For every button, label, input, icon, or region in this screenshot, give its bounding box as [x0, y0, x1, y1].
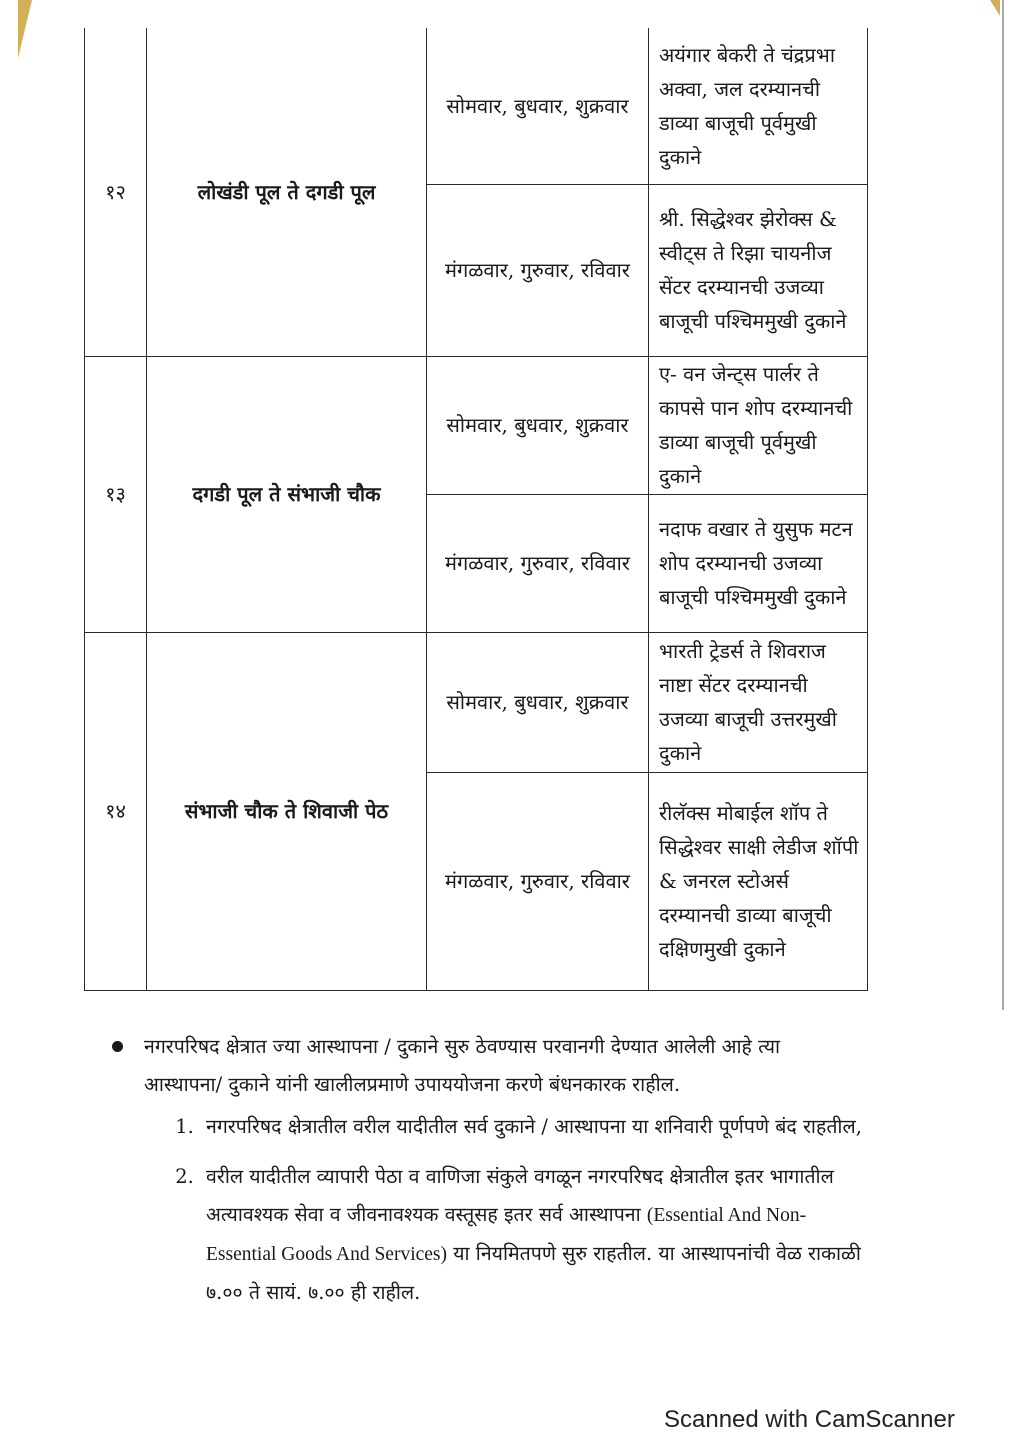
- open-days: सोमवार, बुधवार, शुक्रवार: [427, 356, 649, 494]
- shop-area: श्री. सिद्धेश्वर झेरोक्स & स्वीट्स ते रिझा चायनीज सेंटर दरम्यानची उजव्या बाजूची पश्चिममुखी दुकाने: [649, 184, 868, 356]
- list-item: [200, 1108, 864, 1146]
- scan-edge-line: [1002, 0, 1004, 1010]
- road-segment: दगडी पूल ते संभाजी चौक: [147, 356, 427, 632]
- list-item: [200, 1158, 864, 1312]
- shop-area: ए- वन जेन्ट्स पार्लर ते कापसे पान शोप दरम्यानची डाव्या बाजूची पूर्वमुखी दुकाने: [649, 356, 868, 494]
- scanner-watermark: Scanned with CamScanner: [664, 1406, 955, 1433]
- open-days: सोमवार, बुधवार, शुक्रवार: [427, 28, 649, 184]
- table-row: [85, 356, 868, 494]
- schedule-table-container: [84, 28, 868, 990]
- rule-text-part-1: वरील यादीतील व्यापारी पेठा व वाणिजा संकुले वगळून नगरपरिषद क्षेत्रातील इतर भागातील अत्यावश्यक सेवा व जीवनावश्यक वस्तूसह इतर सर्व आस्थापना: [206, 1165, 834, 1226]
- open-days: सोमवार, बुधवार, शुक्रवार: [427, 632, 649, 772]
- table-row: [85, 632, 868, 772]
- road-segment: संभाजी चौक ते शिवाजी पेठ: [147, 632, 427, 990]
- shop-area: अयंगार बेकरी ते चंद्रप्रभा अक्वा, जल दरम्यानची डाव्या बाजूची पूर्वमुखी दुकाने: [649, 28, 868, 184]
- shop-schedule-table: [84, 28, 868, 991]
- rules-list: [112, 1108, 864, 1312]
- scan-corner-top-right: [990, 0, 1000, 16]
- open-days: मंगळवार, गुरुवार, रविवार: [427, 184, 649, 356]
- serial-number: १२: [85, 28, 147, 356]
- shop-area: रीलॅक्स मोबाईल शॉप ते सिद्धेश्वर साक्षी लेडीज शॉपी & जनरल स्टोअर्स दरम्यानची डाव्या बाजूची दक्षिणमुखी दुकाने: [649, 772, 868, 990]
- rule-text: नगरपरिषद क्षेत्रातील वरील यादीतील सर्व दुकाने / आस्थापना या शनिवारी पूर्णपणे बंद राहतील,: [206, 1115, 862, 1138]
- bullet-text: नगरपरिषद क्षेत्रात ज्या आस्थापना / दुकाने सुरु ठेवण्यास परवानगी देण्यात आलेली आहे त्या आस्थापना/ दुकाने यांनी खालीलप्रमाणे उपाययोजना करणे बंधनकारक राहील.: [144, 1035, 781, 1096]
- scan-corner-top-left: [18, 0, 32, 58]
- open-days: मंगळवार, गुरुवार, रविवार: [427, 772, 649, 990]
- bullet-note: [112, 1028, 864, 1104]
- table-row: [85, 28, 868, 184]
- road-segment: लोखंडी पूल ते दगडी पूल: [147, 28, 427, 356]
- serial-number: १४: [85, 632, 147, 990]
- serial-number: १३: [85, 356, 147, 632]
- rule-text-part-2: या नियमितपणे सुरु राहतील. या आस्थापनांची वेळ राकाळी ७.०० ते सायं. ७.०० ही राहील.: [206, 1242, 861, 1304]
- shop-area: नदाफ वखार ते युसुफ मटन शोप दरम्यानची उजव्या बाजूची पश्चिममुखी दुकाने: [649, 494, 868, 632]
- rule-text-english: (Essential And Non-Essential Goods And Services): [206, 1205, 807, 1265]
- notes-section: [112, 1028, 864, 1324]
- shop-area: भारती ट्रेडर्स ते शिवराज नाष्टा सेंटर दरम्यानची उजव्या बाजूची उत्तरमुखी दुकाने: [649, 632, 868, 772]
- bullet-dot-icon: [112, 1041, 123, 1052]
- open-days: मंगळवार, गुरुवार, रविवार: [427, 494, 649, 632]
